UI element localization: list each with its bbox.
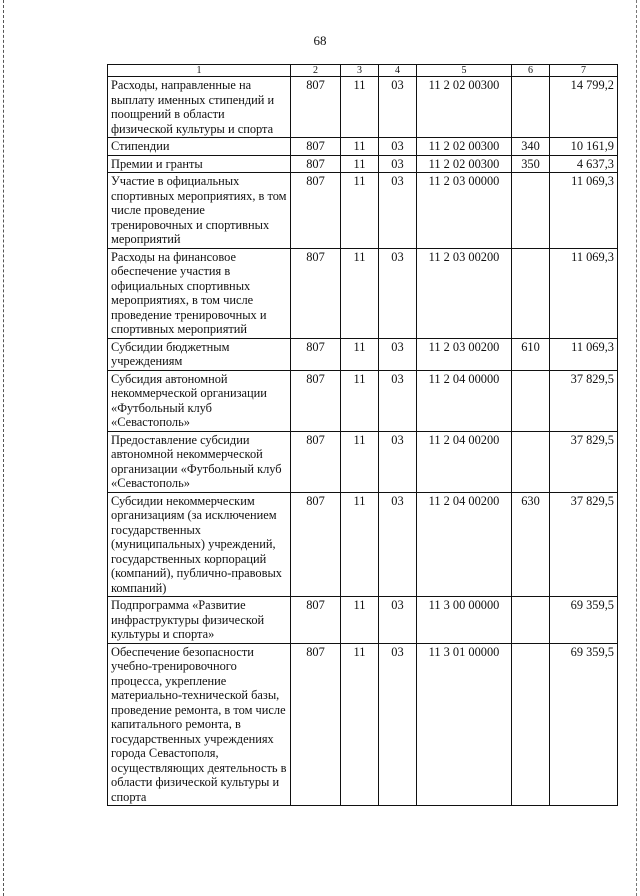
row-amount: 37 829,5 (550, 431, 618, 492)
row-section: 11 (341, 138, 379, 156)
row-section: 11 (341, 173, 379, 249)
page-number: 68 (313, 33, 327, 48)
row-target-article: 11 2 03 00000 (417, 173, 512, 249)
row-amount: 11 069,3 (550, 248, 618, 338)
header-cell: 4 (379, 65, 417, 77)
table-row (108, 77, 618, 138)
row-target-article: 11 2 02 00300 (417, 155, 512, 173)
row-amount: 37 829,5 (550, 370, 618, 431)
row-target-article: 11 3 00 00000 (417, 597, 512, 644)
row-target-article: 11 2 03 00200 (417, 248, 512, 338)
row-name: Предоставление субсидии автономной некоммерческой организации «Футбольный клуб «Севастополь» (108, 431, 291, 492)
row-expense-type (512, 643, 550, 806)
row-amount: 14 799,2 (550, 77, 618, 138)
row-target-article: 11 2 04 00200 (417, 431, 512, 492)
row-name: Стипендии (108, 138, 291, 156)
row-admin-code: 807 (291, 173, 341, 249)
header-cell: 6 (512, 65, 550, 77)
row-subsection: 03 (379, 643, 417, 806)
row-name: Субсидии бюджетным учреждениям (108, 338, 291, 370)
budget-table (107, 64, 618, 806)
row-amount: 11 069,3 (550, 173, 618, 249)
row-name: Участие в официальных спортивных мероприятиях, в том числе проведение тренировочных и спортивных мероприятий (108, 173, 291, 249)
row-expense-type: 350 (512, 155, 550, 173)
row-name: Премии и гранты (108, 155, 291, 173)
row-expense-type (512, 597, 550, 644)
row-admin-code: 807 (291, 338, 341, 370)
row-subsection: 03 (379, 338, 417, 370)
row-admin-code: 807 (291, 370, 341, 431)
row-section: 11 (341, 597, 379, 644)
table-row (108, 370, 618, 431)
row-section: 11 (341, 77, 379, 138)
row-admin-code: 807 (291, 492, 341, 597)
row-expense-type (512, 173, 550, 249)
header-cell: 3 (341, 65, 379, 77)
row-admin-code: 807 (291, 138, 341, 156)
row-subsection: 03 (379, 155, 417, 173)
row-subsection: 03 (379, 138, 417, 156)
row-target-article: 11 2 04 00200 (417, 492, 512, 597)
row-amount: 69 359,5 (550, 643, 618, 806)
table-row (108, 643, 618, 806)
row-subsection: 03 (379, 77, 417, 138)
row-expense-type: 630 (512, 492, 550, 597)
row-expense-type (512, 248, 550, 338)
row-target-article: 11 2 03 00200 (417, 338, 512, 370)
row-section: 11 (341, 338, 379, 370)
row-name: Субсидия автономной некоммерческой организации «Футбольный клуб «Севастополь» (108, 370, 291, 431)
header-cell: 5 (417, 65, 512, 77)
row-expense-type (512, 370, 550, 431)
row-admin-code: 807 (291, 77, 341, 138)
table-row (108, 338, 618, 370)
row-subsection: 03 (379, 248, 417, 338)
table-row (108, 248, 618, 338)
table-row (108, 173, 618, 249)
row-admin-code: 807 (291, 597, 341, 644)
row-section: 11 (341, 492, 379, 597)
table-row (108, 155, 618, 173)
header-cell: 2 (291, 65, 341, 77)
row-name: Субсидии некоммерческим организациям (за исключением государственных (муниципальных) учреждений, государственных корпораций (компаний), публично-правовых компаний) (108, 492, 291, 597)
row-admin-code: 807 (291, 248, 341, 338)
row-amount: 10 161,9 (550, 138, 618, 156)
header-row (108, 65, 618, 77)
row-amount: 11 069,3 (550, 338, 618, 370)
row-expense-type (512, 77, 550, 138)
row-amount: 37 829,5 (550, 492, 618, 597)
row-target-article: 11 2 04 00000 (417, 370, 512, 431)
row-expense-type: 610 (512, 338, 550, 370)
header-cell: 7 (550, 65, 618, 77)
row-section: 11 (341, 370, 379, 431)
row-target-article: 11 2 02 00300 (417, 138, 512, 156)
row-subsection: 03 (379, 597, 417, 644)
row-name: Расходы, направленные на выплату именных стипендий и поощрений в области физической культуры и спорта (108, 77, 291, 138)
row-admin-code: 807 (291, 155, 341, 173)
row-target-article: 11 3 01 00000 (417, 643, 512, 806)
row-section: 11 (341, 643, 379, 806)
row-name: Расходы на финансовое обеспечение участия в официальных спортивных мероприятиях, в том числе проведение тренировочных и спортивных мероприятий (108, 248, 291, 338)
row-name: Обеспечение безопасности учебно-тренировочного процесса, укрепление материально-технической базы, проведение ремонта, в том числе капитального ремонта, в государственных учреждениях города Севастополя, осуществляющих деятельность в области физической культуры и спорта (108, 643, 291, 806)
table-row (108, 431, 618, 492)
row-amount: 69 359,5 (550, 597, 618, 644)
row-subsection: 03 (379, 173, 417, 249)
row-admin-code: 807 (291, 643, 341, 806)
table-row (108, 492, 618, 597)
row-admin-code: 807 (291, 431, 341, 492)
table-row (108, 597, 618, 644)
row-subsection: 03 (379, 370, 417, 431)
row-section: 11 (341, 248, 379, 338)
left-scan-edge (3, 0, 4, 896)
row-subsection: 03 (379, 431, 417, 492)
header-cell: 1 (108, 65, 291, 77)
row-expense-type (512, 431, 550, 492)
table-row (108, 138, 618, 156)
row-amount: 4 637,3 (550, 155, 618, 173)
row-target-article: 11 2 02 00300 (417, 77, 512, 138)
row-section: 11 (341, 431, 379, 492)
row-expense-type: 340 (512, 138, 550, 156)
row-section: 11 (341, 155, 379, 173)
row-name: Подпрограмма «Развитие инфраструктуры физической культуры и спорта» (108, 597, 291, 644)
row-subsection: 03 (379, 492, 417, 597)
right-scan-edge (636, 0, 637, 896)
